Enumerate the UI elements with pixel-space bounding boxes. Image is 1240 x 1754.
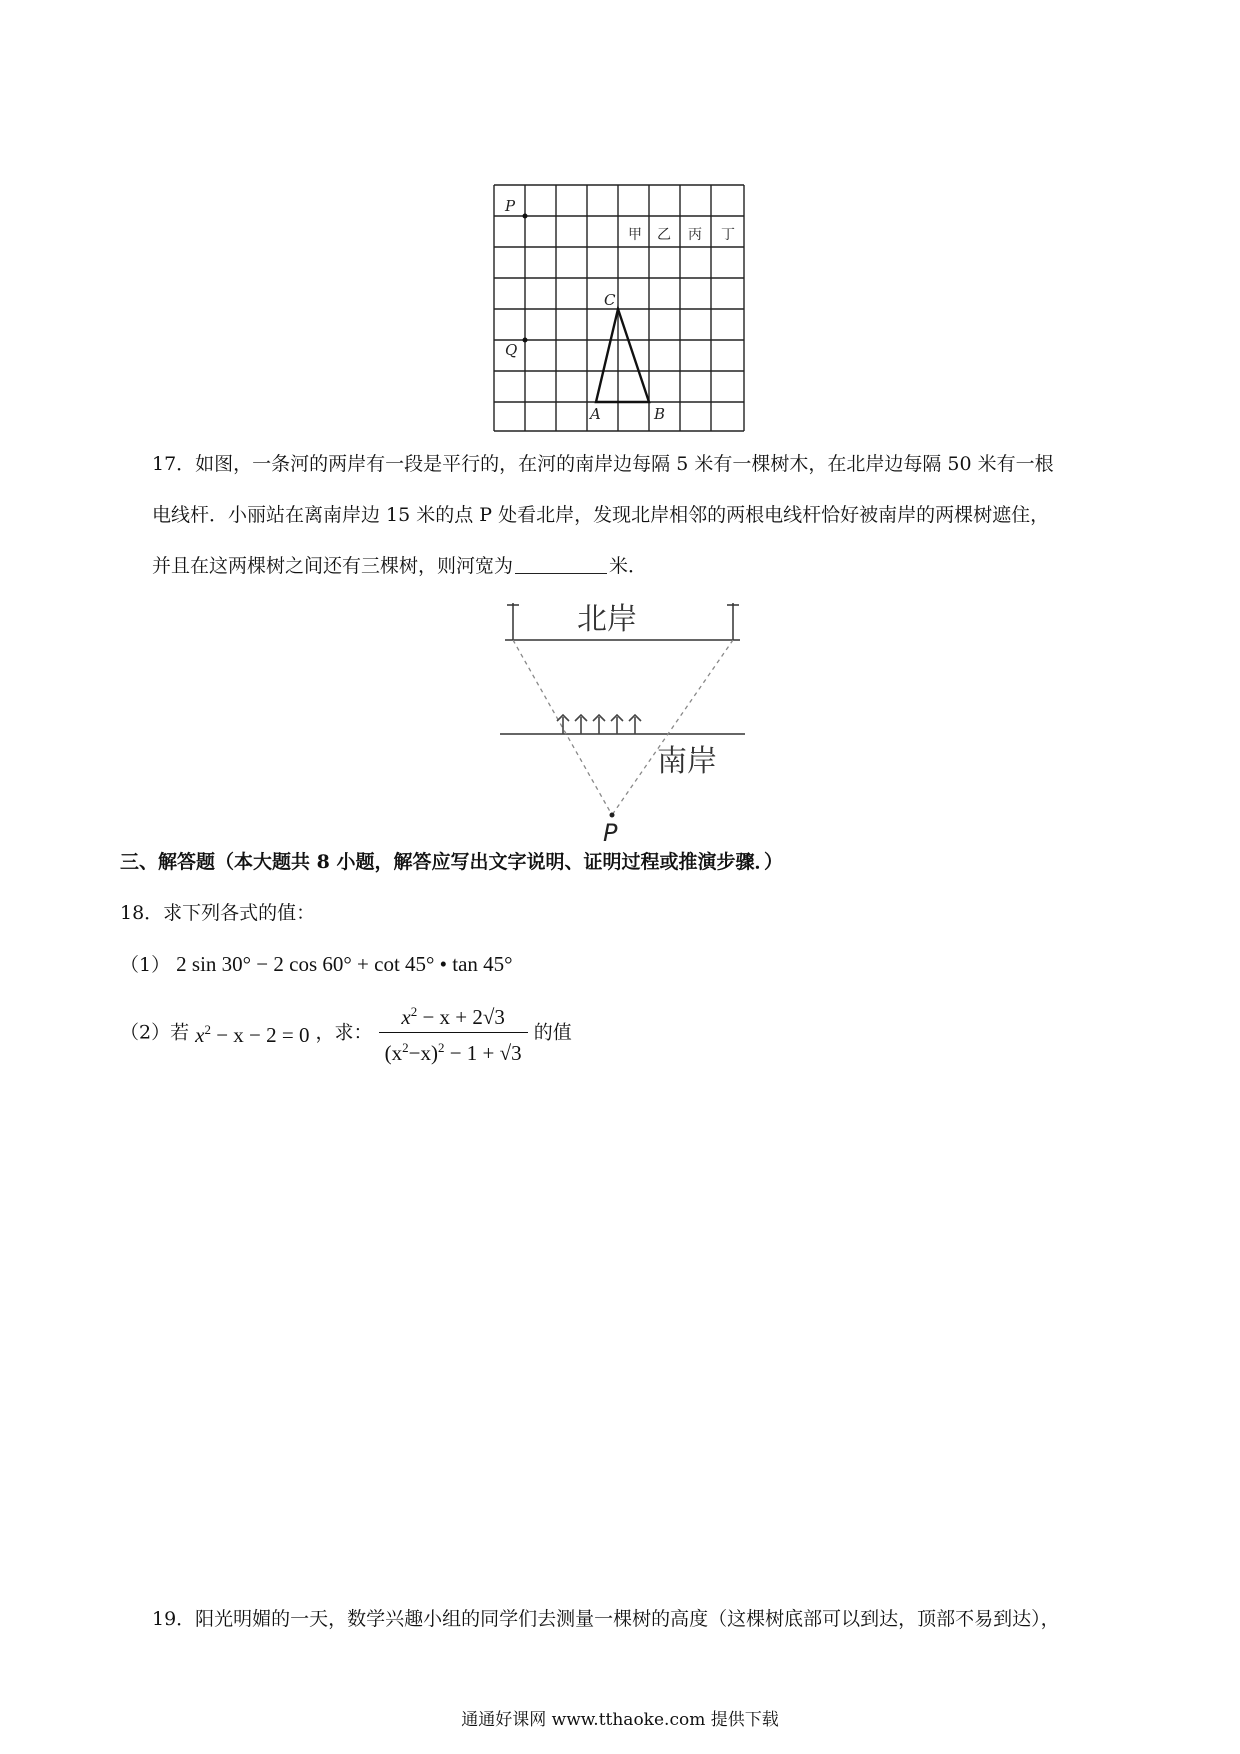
q17-line3 bbox=[152, 554, 647, 578]
label-yi: 乙 bbox=[657, 227, 671, 243]
q18-part1-expression: 2 sin 30° − 2 cos 60° + cot 45° • tan 45° bbox=[176, 952, 513, 976]
num-x: x bbox=[401, 1005, 411, 1029]
den-open: (x bbox=[384, 1041, 403, 1065]
q18-part1-label: （1） bbox=[120, 954, 171, 976]
num-rest: − x + 2√3 bbox=[417, 1005, 505, 1029]
river-figure-svg bbox=[495, 595, 755, 845]
triangle-abc bbox=[596, 309, 649, 402]
grid-figure bbox=[492, 183, 746, 433]
q17-line2: 电线杆．小丽站在离南岸边 15 米的点 P 处看北岸，发现北岸相邻的两根电线杆恰好被南岸的两棵树遮住， bbox=[152, 504, 1050, 526]
grid-figure-svg bbox=[492, 183, 746, 433]
label-p: P bbox=[505, 197, 516, 215]
cond-sup: 2 bbox=[204, 1022, 211, 1037]
south-bank-label: 南岸 bbox=[657, 744, 717, 779]
den-mid: −x) bbox=[408, 1041, 438, 1065]
q18-part1 bbox=[120, 952, 513, 977]
answer-blank bbox=[515, 555, 607, 574]
den-rest: − 1 + √3 bbox=[444, 1041, 522, 1065]
point-q bbox=[523, 338, 528, 343]
den-sup-inner: 2 bbox=[402, 1040, 409, 1055]
cond-x: x bbox=[195, 1023, 205, 1047]
q17-line3-text: 并且在这两棵树之间还有三棵树，则河宽为 bbox=[152, 555, 514, 577]
q18-part2-label: （2）若 bbox=[120, 1021, 190, 1044]
cond-rest: − x − 2 = 0 bbox=[210, 1023, 310, 1047]
q17-line1: 17．如图，一条河的两岸有一段是平行的，在河的南岸边每隔 5 米有一棵树木，在北岸边每隔 50 米有一根 bbox=[152, 453, 1054, 475]
trees bbox=[557, 715, 641, 734]
label-ding: 丁 bbox=[721, 227, 735, 243]
q19-line1: 19．阳光明媚的一天，数学兴趣小组的同学们去测量一棵树的高度（这棵树底部可以到达，顶部不易到达）， bbox=[152, 1608, 1060, 1630]
label-c: C bbox=[604, 291, 616, 309]
label-a: A bbox=[590, 405, 601, 423]
den-sup-outer: 2 bbox=[437, 1040, 445, 1055]
q18-part2-ask: ，求： bbox=[315, 1021, 373, 1044]
q18-part2-fraction bbox=[379, 1000, 528, 1065]
label-bing: 丙 bbox=[688, 227, 702, 243]
q18-part2-condition bbox=[195, 1023, 309, 1047]
q18-part2-tail: 的值 bbox=[533, 1021, 572, 1044]
section-3-heading: 三、解答题（本大题共 8 小题，解答应写出文字说明、证明过程或推演步骤．） bbox=[120, 851, 783, 873]
river-figure bbox=[495, 595, 755, 845]
fraction-denominator bbox=[379, 1033, 528, 1065]
point-p bbox=[523, 214, 528, 219]
sight-lines bbox=[513, 640, 733, 815]
q18-part2 bbox=[120, 1000, 572, 1065]
point-p-marker bbox=[610, 813, 615, 818]
label-jia: 甲 bbox=[628, 227, 642, 243]
num-sup: 2 bbox=[410, 1004, 418, 1019]
north-bank-label: 北岸 bbox=[577, 602, 637, 637]
grid-lines bbox=[494, 185, 744, 431]
label-q: Q bbox=[505, 341, 518, 359]
q18-stem: 18．求下列各式的值： bbox=[120, 902, 316, 924]
point-p-label: P bbox=[603, 819, 618, 845]
q17-line3-unit: 米． bbox=[609, 555, 648, 577]
page-footer: 通通好课网 www.tthaoke.com 提供下载 bbox=[461, 1710, 779, 1730]
fraction-numerator bbox=[379, 1000, 528, 1033]
label-b: B bbox=[654, 405, 666, 423]
